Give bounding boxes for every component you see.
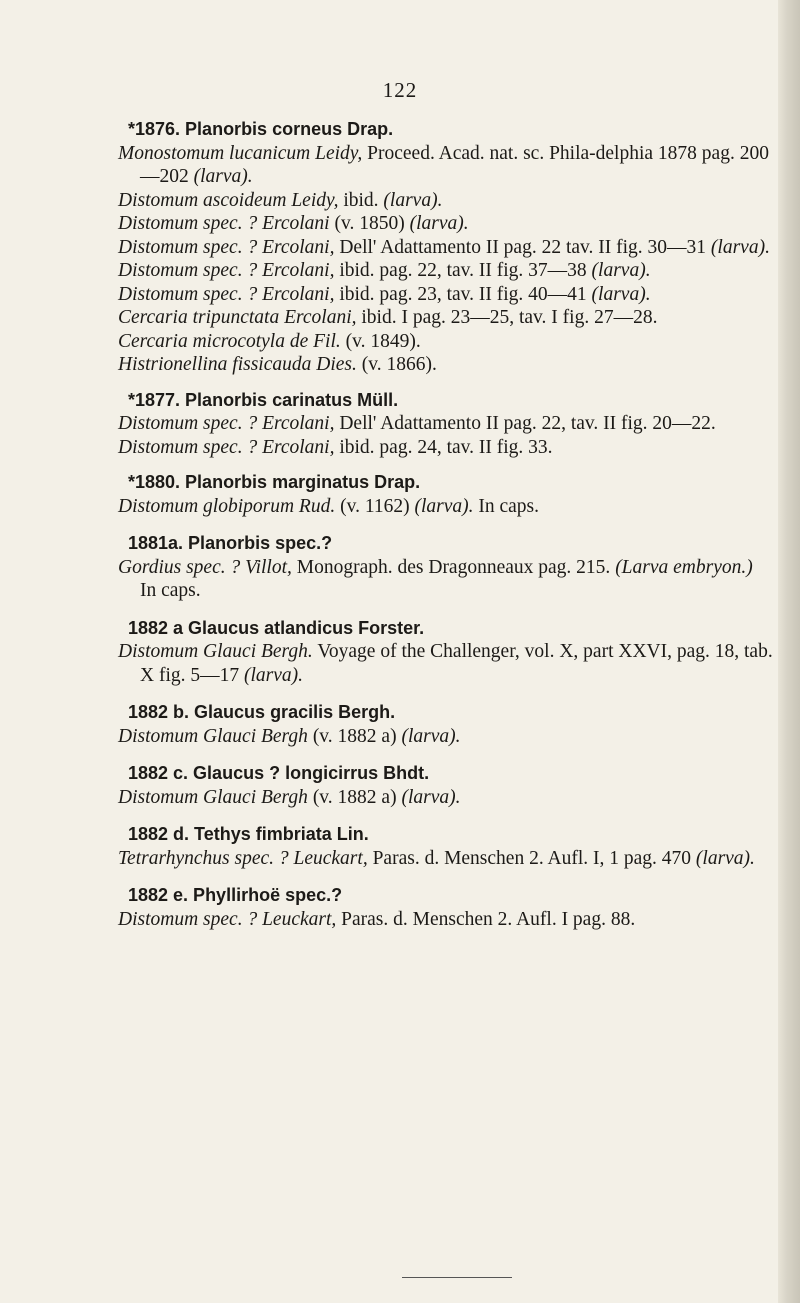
entry-title: Distomum spec. ? Ercolani, [118,260,335,281]
entry [118,436,773,460]
entry-text: ibid. [338,189,384,211]
section-glaucus-gracilis [118,701,773,748]
page-body [118,118,773,931]
section-planorbis-corneus [118,118,773,377]
entry-text: (v. 1882 a) [307,725,402,747]
entry-note: (larva). [695,847,755,869]
section-heading: 1882 d. Tethys fimbriata Lin. [128,824,369,844]
section-heading: 1882 a Glaucus atlandicus Forster. [128,617,425,638]
entry-text: (v. 1866). [356,354,437,375]
section-heading: *1877. Planorbis carinatus Müll. [128,389,399,410]
entry-text: Voyage of the Challenger, vol. X, part XXVI, pag. 18, tab. X fig. 5—17 [140,641,773,686]
entry [118,330,773,354]
page-number: 122 [382,78,418,102]
entry [118,786,773,810]
entry [118,259,773,283]
section-phyllirhoe [118,884,773,931]
section-planorbis-spec [118,532,773,603]
entry [118,640,773,687]
entry-title: Distomum spec. ? Leuckart, [118,908,337,930]
entry [118,212,773,236]
entry-note: (larva). [401,786,461,808]
section-heading: 1882 c. Glaucus ? longicirrus Bhdt. [128,763,430,783]
entry-title: Cercaria microcotyla de Fil. [118,330,341,352]
entry [118,142,773,189]
entry-text: ibid. I pag. 23—25, tav. I fig. 27—28. [356,307,658,328]
entry-note: (larva). [409,213,469,234]
entry [118,556,773,603]
entry-text: (v. 1882 a) [307,786,402,808]
section-tethys-fimbriata [118,823,773,870]
entry-title: Distomum Glauci Bergh [118,725,308,747]
entry-text: Monograph. des Dragonneaux pag. 215. [291,556,616,578]
entry-title: Distomum spec. ? Ercolani [118,213,330,234]
section-heading: 1882 b. Glaucus gracilis Bergh. [128,702,396,722]
section-planorbis-marginatus [118,471,773,518]
entry-text: Dell' Adattamento II pag. 22, tav. II fig. 20—22. [334,413,716,434]
entry-title: Tetrarhynchus spec. ? Leuckart, [118,847,368,869]
section-glaucus-longicirrus [118,762,773,809]
entry-text: Proceed. Acad. nat. sc. Phila-delphia 1878 pag. 200—202 [140,142,769,187]
section-heading: *1880. Planorbis marginatus Drap. [128,472,421,492]
entry-title: Distomum spec. ? Ercolani, [118,436,335,458]
entry-text: ibid. pag. 24, tav. II fig. 33. [334,436,553,458]
entry [118,908,773,932]
entry-note: (larva). [414,495,474,517]
entry-note: (larva). [591,260,651,281]
section-glaucus-atlandicus [118,617,773,688]
entry-text: Dell' Adattamento II pag. 22 tav. II fig. 30—31 [334,236,711,258]
entry-title: Distomum globiporum Rud. [118,495,336,517]
entry-note: (larva). [401,725,461,747]
entry-text: (v. 1162) [335,495,415,517]
entry [118,283,773,307]
entry-title: Histrionellina fissicauda Dies. [118,354,357,375]
section-heading: 1881a. Planorbis spec.? [128,533,333,553]
entry-text: Paras. d. Menschen 2. Aufl. I, 1 pag. 470 [367,847,696,869]
section-planorbis-carinatus [118,389,773,460]
entry [118,189,773,213]
page-edge-shadow [778,0,800,1303]
entry-title: Distomum Glauci Bergh [118,786,308,808]
entry-note: (larva). [383,189,443,211]
section-heading: 1882 e. Phyllirhoë spec.? [128,885,343,905]
entry-note: (Larva embryon.) [615,556,753,578]
entry-title: Gordius spec. ? Villot, [118,556,292,578]
entry-title: Monostomum lucanicum Leidy, [118,142,363,164]
entry [118,236,773,260]
entry-text: Paras. d. Menschen 2. Aufl. I pag. 88. [336,908,636,930]
entry-title: Distomum spec. ? Ercolani, [118,283,335,305]
entry-title: Distomum ascoideum Leidy, [118,189,339,211]
entry-text: (v. 1849). [340,330,421,352]
entry [118,353,773,377]
entry [118,847,773,871]
entry-note: (larva). [244,664,304,686]
entry-title: Distomum spec. ? Ercolani, [118,236,335,258]
entry-title: Cercaria tripunctata Ercolani, [118,307,357,328]
entry [118,725,773,749]
entry-text: ibid. pag. 23, tav. II fig. 40—41 [334,283,592,305]
footer-rule [402,1277,512,1278]
entry-text: ibid. pag. 22, tav. II fig. 37—38 [334,260,592,281]
entry-note: (larva). [193,166,253,187]
entry-tail: In caps. [140,580,201,601]
section-heading: *1876. Planorbis corneus Drap. [128,119,394,139]
entry-note: (larva). [591,283,651,305]
entry-tail: In caps. [473,495,540,517]
entry-note: (larva). [710,236,770,258]
entry-text: (v. 1850) [329,213,410,234]
entry-title: Distomum Glauci Bergh. [118,641,313,662]
entry-title: Distomum spec. ? Ercolani, [118,413,335,434]
entry [118,306,773,330]
entry [118,495,773,519]
entry [118,412,773,436]
